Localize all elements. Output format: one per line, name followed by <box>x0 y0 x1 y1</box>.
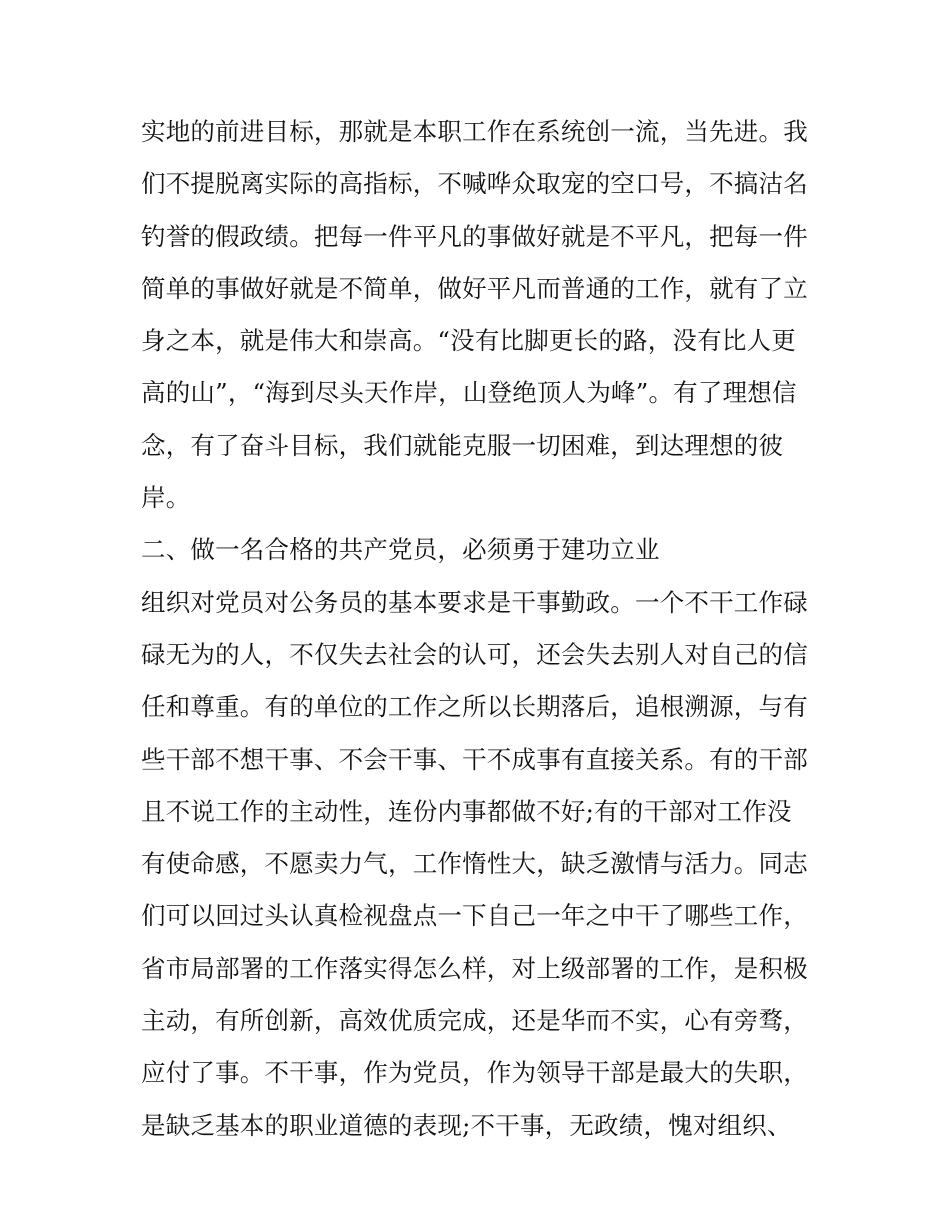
text-line: 任和尊重。有的单位的工作之所以长期落后，追根溯源，与有 <box>141 692 808 722</box>
text-line: 组织对党员对公务员的基本要求是干事勤政。一个不干工作碌 <box>141 587 808 617</box>
text-line: 身之本，就是伟大和崇高。“没有比脚更长的路，没有比人更 <box>141 326 796 356</box>
text-line: 岸。 <box>141 483 191 513</box>
text-line: 有使命感，不愿卖力气，工作惰性大，缺乏激情与活力。同志 <box>141 849 808 879</box>
text-line: 碌无为的人，不仅失去社会的认可，还会失去别人对自己的信 <box>141 639 808 669</box>
text-line: 简单的事做好就是不简单，做好平凡而普通的工作，就有了立 <box>141 273 808 303</box>
text-line: 念，有了奋斗目标，我们就能克服一切困难，到达理想的彼 <box>141 430 784 460</box>
text-line: 钓誉的假政绩。把每一件平凡的事做好就是不平凡，把每一件 <box>141 221 808 251</box>
text-line: 且不说工作的主动性，连份内事都做不好;有的干部对工作没 <box>141 796 792 826</box>
text-line: 实地的前进目标，那就是本职工作在系统创一流，当先进。我 <box>141 117 808 146</box>
text-line: 们可以回过头认真检视盘点一下自己一年之中干了哪些工作， <box>141 901 808 931</box>
text-line: 们不提脱离实际的高指标，不喊哗众取宠的空口号，不搞沽名 <box>141 169 808 199</box>
text-line: 高的山”，“海到尽头天作岸，山登绝顶人为峰”。有了理想信 <box>141 378 797 408</box>
text-line: 省市局部署的工作落实得怎么样，对上级部署的工作，是积极 <box>141 953 808 983</box>
text-line: 是缺乏基本的职业道德的表现;不干事，无政绩，愧对组织、 <box>141 1110 792 1140</box>
text-line: 应付了事。不干事，作为党员，作为领导干部是最大的失职， <box>141 1058 808 1088</box>
text-line: 主动，有所创新，高效优质完成，还是华而不实，心有旁骛， <box>141 1006 808 1036</box>
section-heading: 二、做一名合格的共产党员，必须勇于建功立业 <box>141 535 660 565</box>
text-line: 些干部不想干事、不会干事、干不成事有直接关系。有的干部 <box>141 744 808 774</box>
document-body-text <box>141 106 821 1152</box>
